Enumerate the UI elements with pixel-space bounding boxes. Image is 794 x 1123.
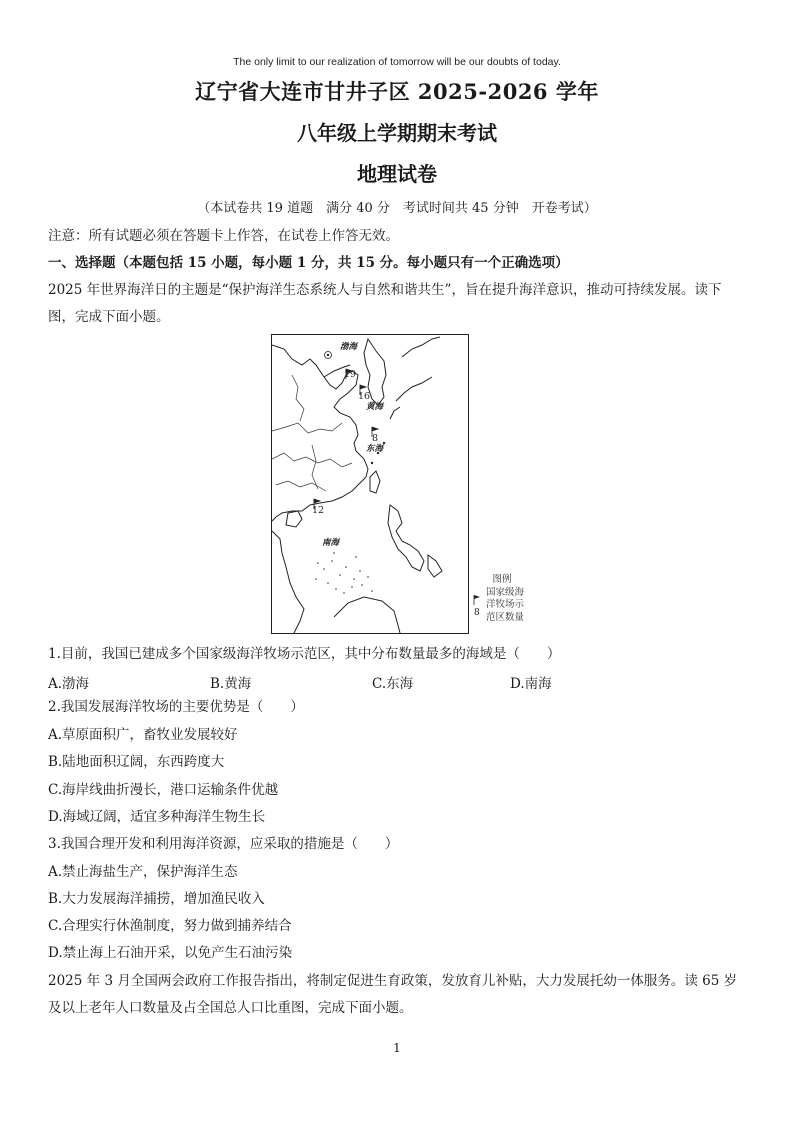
intro2-line-2: 及以上老年人口数量及占全国总人口比重图，完成下面小题。 [48,1000,413,1016]
question-2-option-d: D.海域辽阔，适宜多种海洋生物生长 [48,809,266,825]
exam-title-grade: 八年级上学期期末考试 [297,121,497,145]
intro2-line-1: 2025 年 3 月全国两会政府工作报告指出，将制定促进生育政策，发放育儿补贴，大力发展托幼一体服务。读 65 岁 [48,973,738,989]
question-3-stem: 3.我国合理开发和利用海洋资源，应采取的措施是（ ） [48,836,399,852]
map-label-bohai: 渤海 [340,342,358,352]
question-3-option-b: B.大力发展海洋捕捞，增加渔民收入 [48,891,265,907]
legend-text-3: 范区数量 [486,611,525,623]
question-2-option-a: A.草原面积广，畜牧业发展较好 [48,727,238,743]
question-2-stem: 2.我国发展海洋牧场的主要优势是（ ） [48,699,304,715]
legend-text-1: 国家级海 [486,586,525,598]
question-1-option-b: B.黄海 [210,676,252,692]
map-count-donghai: 8 [372,433,379,444]
intro-line-1: 2025 年世界海洋日的主题是“保护海洋生态系统人与自然和谐共生”，旨在提升海洋意识，推动可持续发展。读下 [48,282,722,298]
sea-ranch-map [271,334,469,634]
section-heading: 一、选择题（本题包括 15 小题，每小题 1 分，共 15 分。每小题只有一个正确选项） [48,255,569,271]
notice: 注意：所有试题必须在答题卡上作答，在试卷上作答无效。 [48,228,399,244]
question-3-option-d: D.禁止海上石油开采，以免产生石油污染 [48,945,293,961]
question-2-option-b: B.陆地面积辽阔，东西跨度大 [48,754,225,770]
exam-info: （本试卷共 19 道题 满分 40 分 考试时间共 45 分钟 开卷考试） [197,201,597,216]
question-1-stem: 1.目前，我国已建成多个国家级海洋牧场示范区，其中分布数量最多的海域是（ ） [48,646,561,662]
page-number: 1 [393,1041,401,1055]
exam-title-school: 辽宁省大连市甘井子区 2025-2026 学年 [195,79,599,104]
map-label-huanghai: 黄海 [366,402,384,412]
question-1-option-c: C.东海 [372,676,414,692]
map-drawing [272,335,468,633]
question-3-option-a: A.禁止海盐生产，保护海洋生态 [48,864,238,880]
exam-title-subject: 地理试卷 [357,162,437,186]
map-label-donghai: 东海 [366,444,384,454]
motto: The only limit to our realization of tomorrow will be our doubts of today. [233,56,561,68]
legend-flag-icon [472,593,484,623]
map-legend [472,574,532,624]
legend-text-2: 洋牧场示 [486,599,525,610]
intro-line-2: 图，完成下面小题。 [48,309,170,325]
map-label-nanhai: 南海 [322,538,340,548]
map-count-huanghai: 16 [358,391,371,402]
map-count-nanhai: 12 [312,505,325,516]
map-count-bohai: 19 [344,369,357,380]
legend-title: 图例 [492,574,512,585]
legend-sample-number: 8 [474,607,480,618]
question-2-option-c: C.海岸线曲折漫长，港口运输条件优越 [48,782,279,798]
question-3-option-c: C.合理实行休渔制度，努力做到捕养结合 [48,918,292,934]
question-1-option-d: D.南海 [510,676,552,692]
question-1-option-a: A.渤海 [48,676,90,692]
